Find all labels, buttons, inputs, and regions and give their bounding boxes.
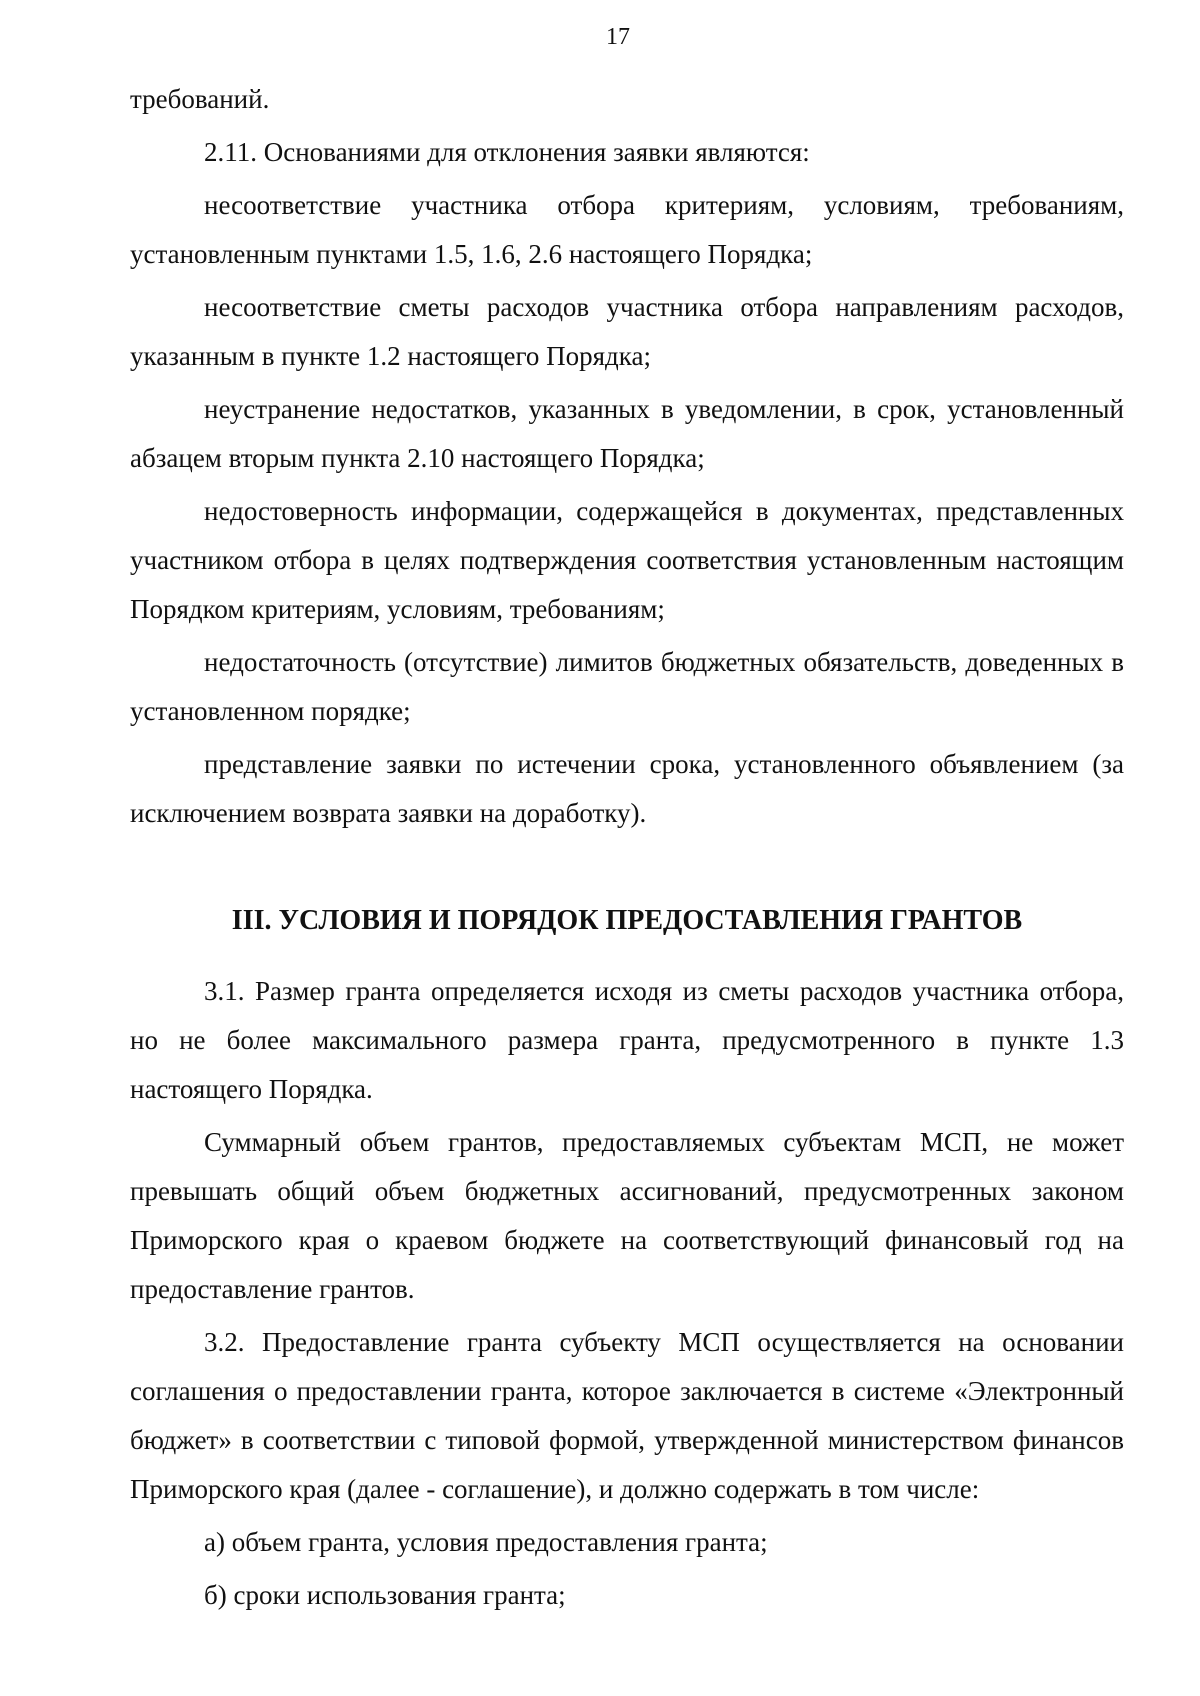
paragraph: несоответствие участника отбора критериям, условиям, требованиям, установленным пунктами 1.5, 1.6, 2.6 настоящего Порядка;: [130, 190, 1124, 269]
document-body: [130, 75, 1124, 1620]
paragraph: представление заявки по истечении срока, установленного объявлением (за исключением возврата заявки на доработку).: [130, 749, 1124, 828]
paragraph: недостаточность (отсутствие) лимитов бюджетных обязательств, доведенных в установленном порядке;: [130, 647, 1124, 726]
paragraph: 2.11. Основаниями для отклонения заявки являются:: [204, 137, 810, 167]
paragraph: недостоверность информации, содержащейся в документах, представленных участником отбора в целях подтверждения соответствия установленным настоящим Порядком критериям, условиям, требованиям;: [130, 496, 1124, 624]
paragraph: требований.: [130, 84, 270, 114]
paragraph: Суммарный объем грантов, предоставляемых субъектам МСП, не может превышать общий объем бюджетных ассигнований, предусмотренных законом Приморского края о краевом бюджете на соответствующий финансовый год на предоставление грантов.: [130, 1127, 1124, 1304]
list-item: б) сроки использования гранта;: [204, 1580, 566, 1610]
paragraph: несоответствие сметы расходов участника отбора направлениям расходов, указанным в пункте 1.2 настоящего Порядка;: [130, 292, 1124, 371]
paragraph: 3.1. Размер гранта определяется исходя из сметы расходов участника отбора, но не более максимального размера гранта, предусмотренного в пункте 1.3 настоящего Порядка.: [130, 976, 1124, 1104]
paragraph: неустранение недостатков, указанных в уведомлении, в срок, установленный абзацем вторым пункта 2.10 настоящего Порядка;: [130, 394, 1124, 473]
section-heading: III. УСЛОВИЯ И ПОРЯДОК ПРЕДОСТАВЛЕНИЯ ГРАНТОВ: [231, 905, 1023, 936]
paragraph: 3.2. Предоставление гранта субъекту МСП осуществляется на основании соглашения о предоставлении гранта, которое заключается в системе «Электронный бюджет» в соответствии с типовой формой, утвержденной министерством финансов Приморского края (далее - соглашение), и должно содержать в том числе:: [130, 1327, 1124, 1504]
page-number: 17: [606, 24, 630, 50]
list-item: а) объем гранта, условия предоставления гранта;: [204, 1527, 768, 1557]
